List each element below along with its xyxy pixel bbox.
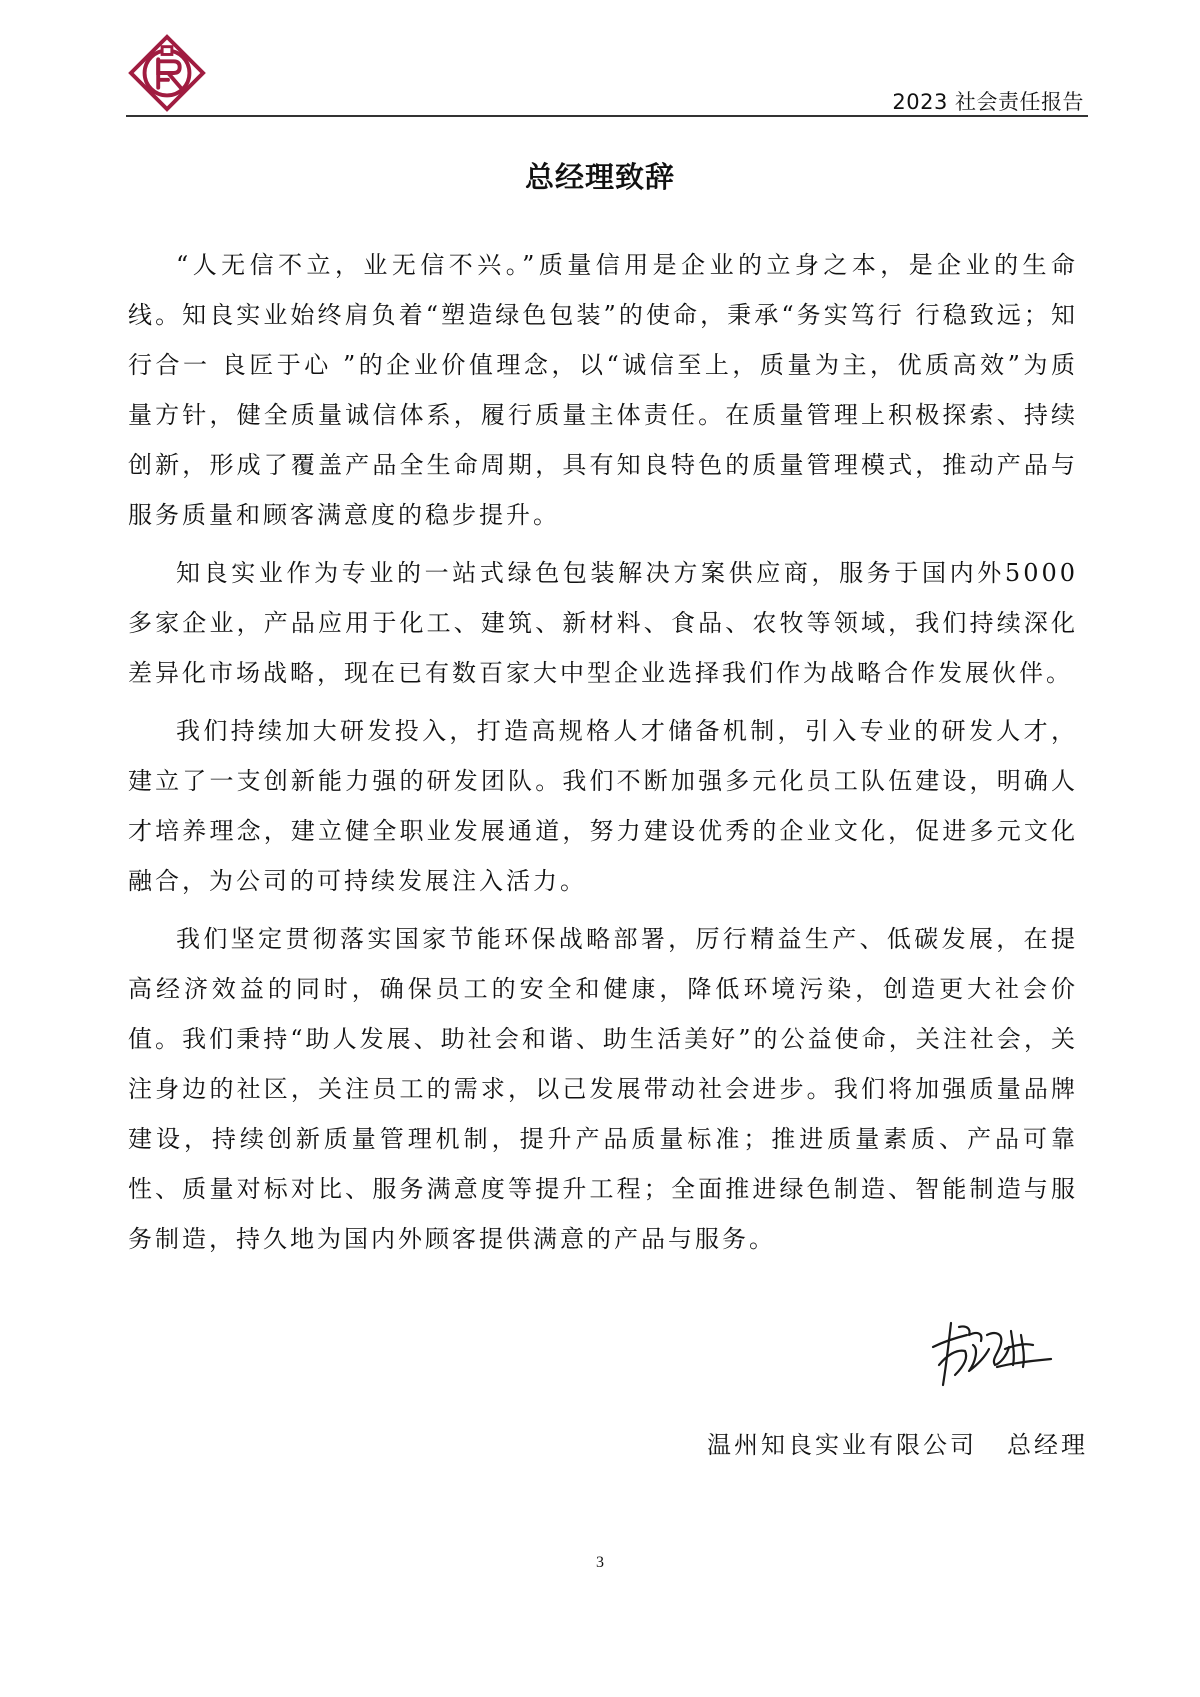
- signer-position: 总经理: [1007, 1431, 1088, 1459]
- paragraph-3: 我们持续加大研发投入，打造高规格人才储备机制，引入专业的研发人才，建立了一支创新能力强的研发团队。我们不断加强多元化员工队伍建设，明确人才培养理念，建立健全职业发展通道，努力建设优秀的企业文化，促进多元文化融合，为公司的可持续发展注入活力。: [128, 717, 1078, 895]
- paragraph-1: “人无信不立，业无信不兴。”质量信用是企业的立身之本，是企业的生命线。知良实业始终肩负着“塑造绿色包装”的使命，秉承“务实笃行 行稳致远；知行合一 良匠于心 ”的企业价值理念，以“诚信至上，质量为主，优质高效”为质量方针，健全质量诚信体系，履行质量主体责任。在质量管理上积极探索、持续创新，形成了覆盖产品全生命周期，具有知良特色的质量管理模式，推动产品与服务质量和顾客满意度的稳步提升。: [128, 251, 1078, 529]
- company-logo-icon: [128, 34, 206, 112]
- report-title: 2023 社会责任报告: [892, 90, 1084, 114]
- page-title: 总经理致辞: [524, 160, 675, 195]
- company-name: 温州知良实业有限公司: [707, 1431, 977, 1459]
- page-number: 3: [596, 1554, 604, 1571]
- signature-line: [707, 1425, 1088, 1460]
- paragraph-4: 我们坚定贯彻落实国家节能环保战略部署，厉行精益生产、低碳发展，在提高经济效益的同时，确保员工的安全和健康，降低环境污染，创造更大社会价值。我们秉持“助人发展、助社会和谐、助生活美好”的公益使命，关注社会，关注身边的社区，关注员工的需求，以己发展带动社会进步。我们将加强质量品牌建设，持续创新质量管理机制，提升产品质量标准；推进质量素质、产品可靠性、质量对标对比、服务满意度等提升工程；全面推进绿色制造、智能制造与服务制造，持久地为国内外顾客提供满意的产品与服务。: [128, 925, 1078, 1253]
- header-divider: [126, 115, 1088, 117]
- letter-body: [128, 240, 1078, 1272]
- paragraph-2: 知良实业作为专业的一站式绿色包装解决方案供应商，服务于国内外5000多家企业，产品应用于化工、建筑、新材料、食品、农牧等领域，我们持续深化差异化市场战略，现在已有数百家大中型企业选择我们作为战略合作发展伙伴。: [128, 559, 1078, 687]
- handwritten-signature-icon: [925, 1305, 1060, 1395]
